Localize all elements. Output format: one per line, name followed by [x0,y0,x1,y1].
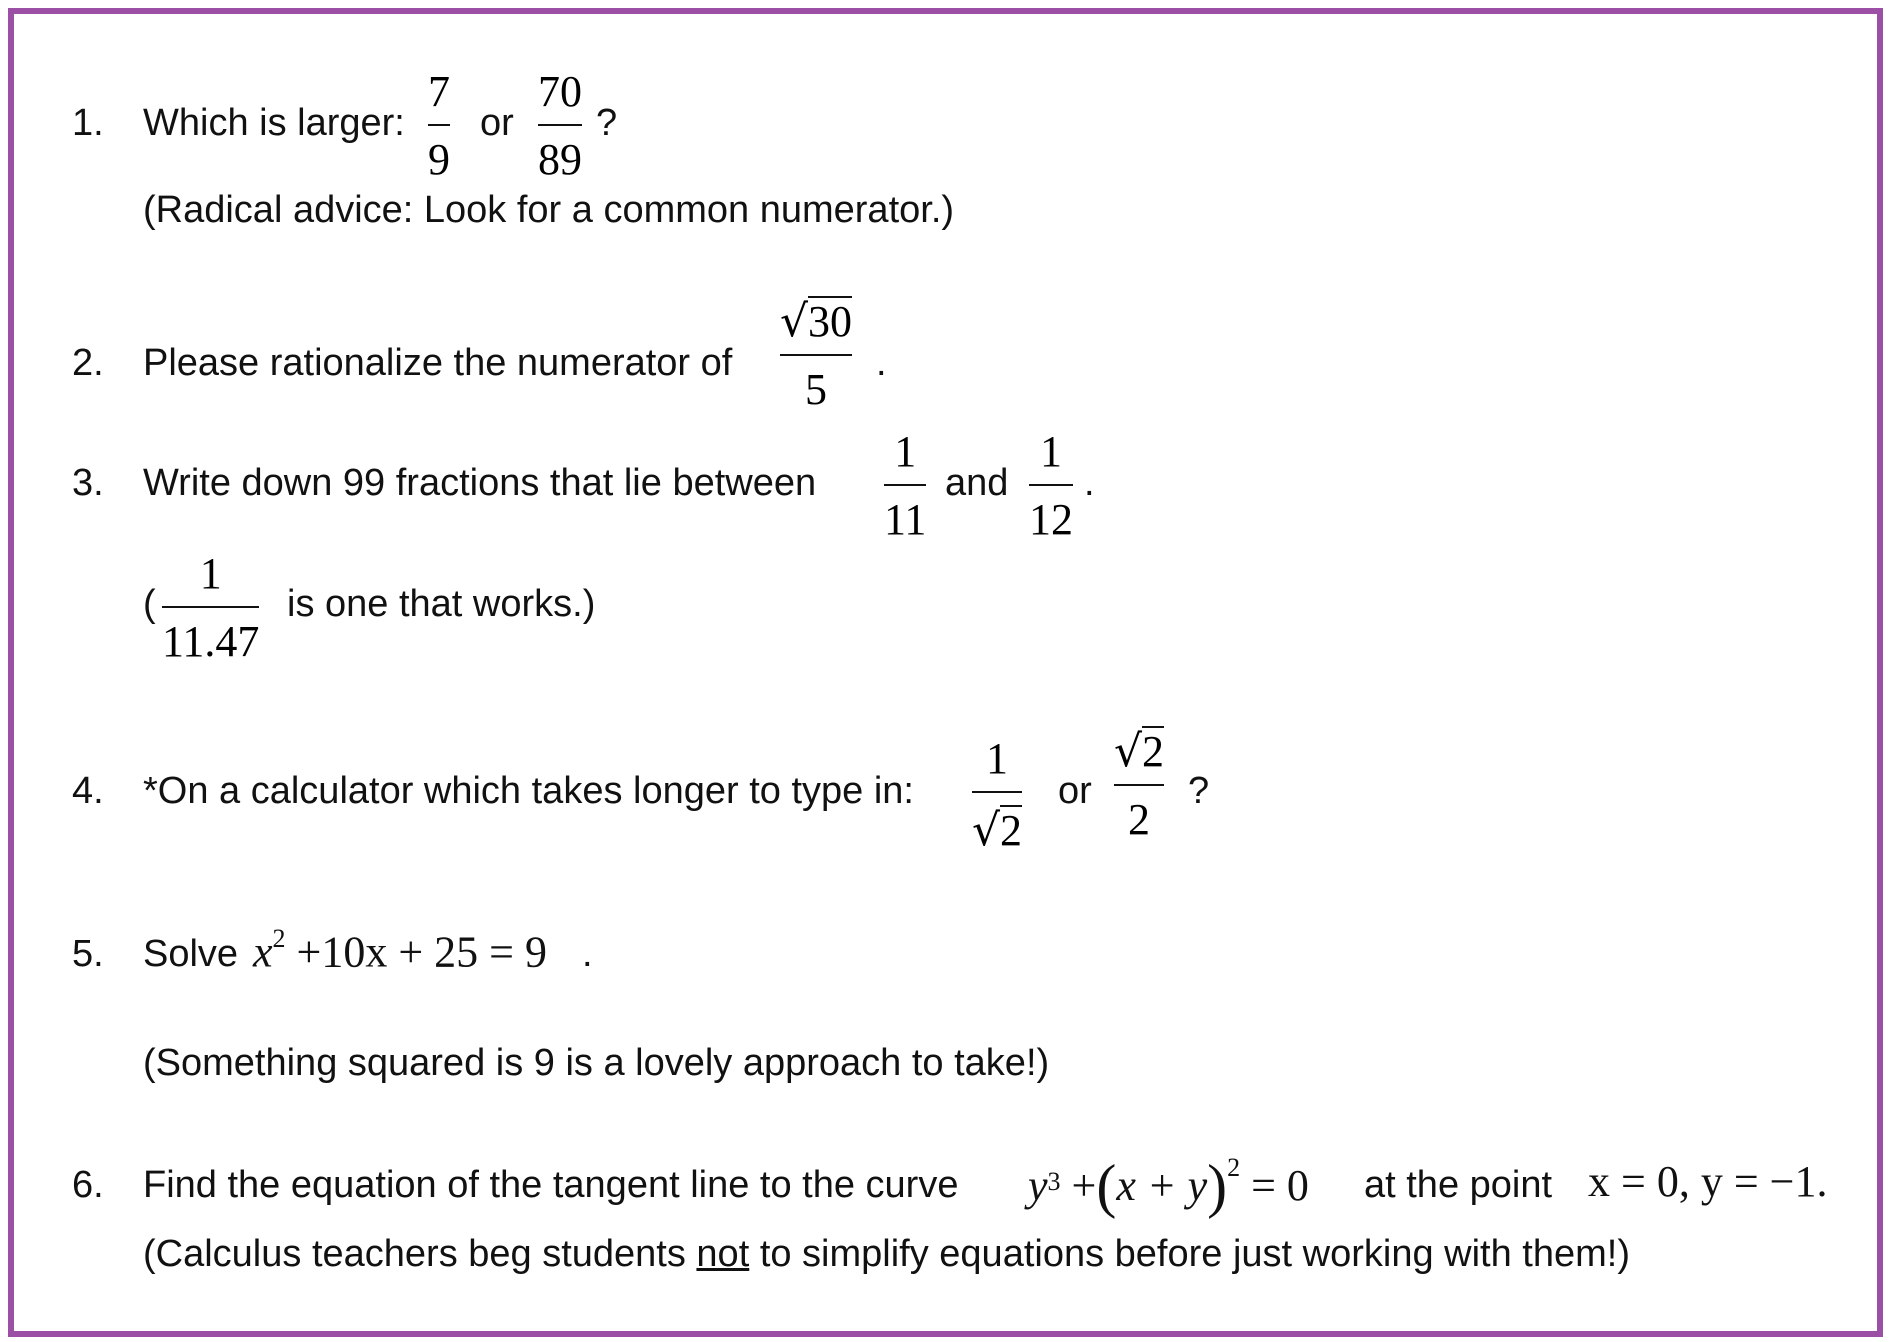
item-1-fraction-1 [428,67,450,184]
note-after: to simplify equations before just working with them!) [759,1233,1630,1275]
fraction-numerator: 7 [428,67,450,116]
item-6-note [143,1235,1630,1273]
item-6-curve [1028,1153,1309,1219]
item-3-note: is one that works.) [287,583,596,625]
item-1-connector: or [480,102,514,144]
item-6-number: 6. [72,1164,104,1206]
item-6-mid: at the point [1364,1164,1553,1206]
item-3-number: 3. [72,462,104,504]
item-6-text: Find the equation of the tangent line to the curve [143,1164,959,1206]
fraction-denominator: 2 [1128,795,1151,844]
fraction-denominator: 11 [884,495,927,544]
fraction-numerator: 1 [894,427,917,476]
fraction-denominator: 89 [538,135,582,184]
radicand: 2 [1000,806,1023,855]
fraction-denominator [972,805,1023,856]
curve-open-paren: ( [1096,1153,1117,1219]
fraction-bar [780,354,852,356]
item-2-fraction [780,296,852,412]
item-1-text: Which is larger: [143,102,405,144]
equation-variable: x [253,927,273,977]
item-4-fraction-2 [1114,726,1164,842]
curve-equals: = 0 [1251,1161,1309,1210]
fraction-bar [884,484,926,486]
fraction-bar [162,606,259,608]
sqrt-icon: √ [972,805,1001,856]
curve-y: y [1028,1161,1048,1210]
item-3-note-fraction [162,549,260,666]
fraction-denominator: 11.47 [162,617,260,666]
curve-y-exponent: 3 [1047,1167,1061,1196]
item-2-number: 2. [72,342,104,384]
item-3-connector: and [945,462,1009,504]
item-5-note: (Something squared is 9 is a lovely approach to take!) [143,1042,1050,1084]
item-3-note-open: ( [143,583,156,625]
curve-plus: + [1071,1161,1097,1210]
fraction-numerator [1114,726,1165,777]
item-5-number: 5. [72,933,104,975]
item-4-fraction-1 [972,734,1023,856]
item-3-fraction-2 [1029,427,1073,544]
item-1-number: 1. [72,102,104,144]
curve-inner: x + y [1116,1161,1208,1210]
fraction-bar [1029,484,1073,486]
curve-close-paren: ) [1207,1153,1228,1219]
item-1-fraction-2 [538,67,582,184]
item-5-equation [253,924,547,977]
equation-rest: +10x + 25 = 9 [296,927,547,977]
item-3-end: . [1084,462,1095,504]
item-4-number: 4. [72,770,104,812]
item-4-end: ? [1188,770,1210,812]
sqrt-icon: √ [780,296,809,347]
item-2-end: . [876,342,887,384]
item-3-text: Write down 99 fractions that lie between [143,462,817,504]
item-5-end: . [582,933,593,975]
fraction-numerator: 1 [1040,427,1062,476]
fraction-bar [428,124,450,126]
sqrt-icon: √ [1114,726,1143,777]
item-3-fraction-1 [884,427,927,544]
fraction-denominator: 12 [1029,495,1073,544]
item-1-note: (Radical advice: Look for a common numerator.) [143,189,955,231]
note-before: (Calculus teachers beg students [143,1233,686,1275]
fraction-bar [1114,784,1164,786]
equation-exponent: 2 [272,924,286,953]
curve-exponent: 2 [1227,1153,1241,1182]
fraction-numerator: 1 [986,734,1009,783]
item-4-text: *On a calculator which takes longer to type in: [143,770,914,812]
fraction-bar [972,791,1022,793]
fraction-denominator: 5 [805,365,828,414]
fraction-numerator: 1 [199,549,222,598]
fraction-numerator [780,296,853,347]
radicand: 30 [808,297,853,346]
item-2-text: Please rationalize the numerator of [143,342,733,384]
fraction-numerator: 70 [538,67,582,116]
item-4-connector: or [1058,770,1092,812]
note-emphasis: not [696,1233,750,1275]
radicand: 2 [1142,727,1165,776]
item-1-end: ? [596,102,618,144]
item-5-text: Solve [143,933,239,975]
fraction-denominator: 9 [428,135,450,184]
fraction-bar [538,124,582,126]
item-6-point: x = 0, y = −1. [1588,1157,1828,1206]
